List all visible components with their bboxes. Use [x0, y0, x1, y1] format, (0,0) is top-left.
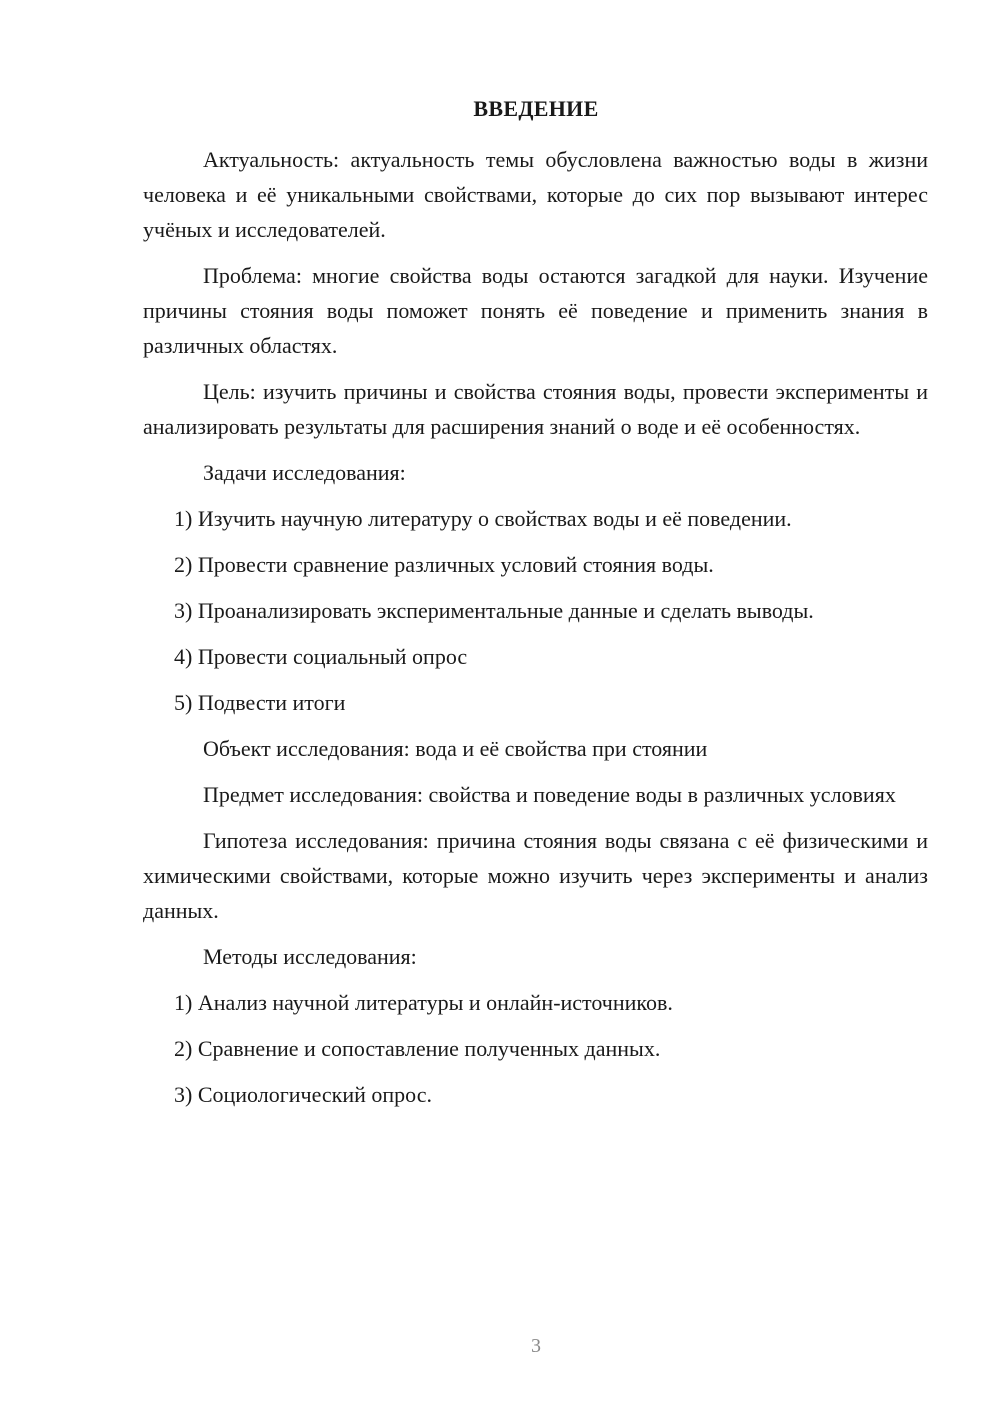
relevance-paragraph: Актуальность: актуальность темы обусловлена важностью воды в жизни человека и её уникальными свойствами, которые до сих пор вызывают интерес учёных и исследователей.: [143, 147, 928, 242]
method-item: 1) Анализ научной литературы и онлайн-источников.: [174, 990, 673, 1015]
page-title: ВВЕДЕНИЕ: [473, 96, 599, 121]
task-item: 5) Подвести итоги: [174, 690, 346, 715]
method-item: 3) Социологический опрос.: [174, 1082, 432, 1107]
task-item: 3) Проанализировать экспериментальные данные и сделать выводы.: [174, 598, 814, 623]
task-item: 1) Изучить научную литературу о свойствах воды и её поведении.: [174, 506, 792, 531]
problem-paragraph: Проблема: многие свойства воды остаются загадкой для науки. Изучение причины стояния воды поможет понять её поведение и применить знания в различных областях.: [143, 263, 928, 358]
methods-heading: Методы исследования:: [203, 944, 417, 969]
document-body: [143, 142, 928, 1123]
tasks-heading: Задачи исследования:: [203, 460, 406, 485]
tasks-list: [143, 501, 928, 720]
task-item: 4) Провести социальный опрос: [174, 644, 468, 669]
task-item: 2) Провести сравнение различных условий стояния воды.: [174, 552, 714, 577]
hypothesis-paragraph: Гипотеза исследования: причина стояния воды связана с её физическими и химическими свойствами, которые можно изучить через эксперименты и анализ данных.: [143, 828, 928, 923]
page-number: 3: [531, 1335, 541, 1357]
subject-paragraph: Предмет исследования: свойства и поведение воды в различных условиях: [203, 782, 896, 807]
methods-list: [143, 985, 928, 1112]
goal-paragraph: Цель: изучить причины и свойства стояния воды, провести эксперименты и анализировать результаты для расширения знаний о воде и её особенностях.: [143, 379, 928, 439]
object-paragraph: Объект исследования: вода и её свойства при стоянии: [203, 736, 708, 761]
method-item: 2) Сравнение и сопоставление полученных данных.: [174, 1036, 661, 1061]
